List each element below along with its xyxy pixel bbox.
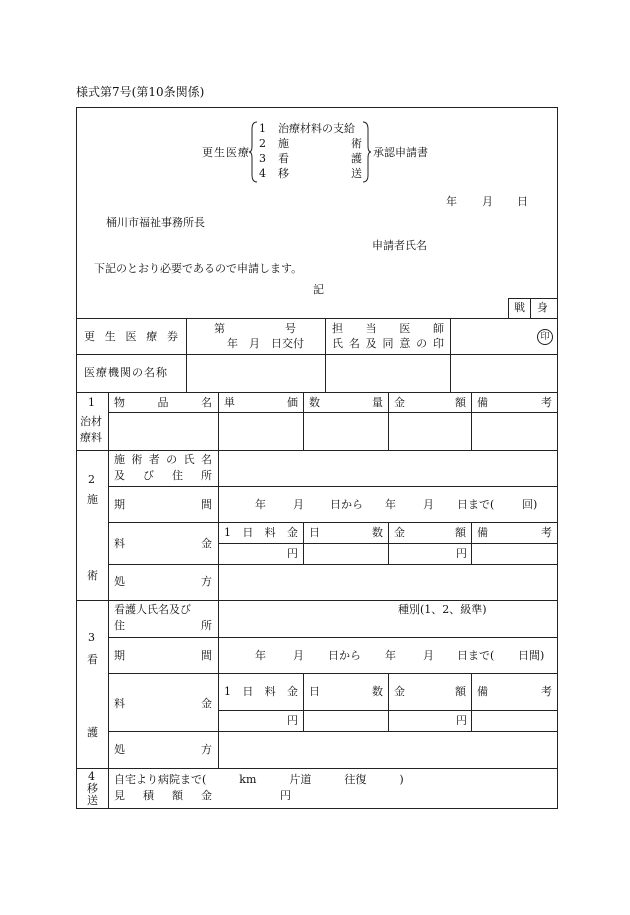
practitioner-address-label: 及 び 住 所 [114,469,212,482]
option-num: 3 [259,152,266,165]
ticket-dai: 第 [214,322,225,335]
ticket-issued: 年 月 日交付 [227,337,304,350]
header-suffix: 承認申請書 [373,146,428,159]
doctor-label: 担 当 医 師 [332,322,444,335]
statement: 下記のとおり必要であるので申請します。 [94,262,303,275]
date-month: 月 [482,195,493,208]
divider [108,486,558,487]
divider [108,637,558,638]
section4-char: 移 [87,782,98,795]
ticket-label: 更 生 医 療 券 [84,330,178,343]
period-from: 日から [330,498,363,511]
yen-label: 円 [456,547,467,560]
period-month: 月 [423,649,434,662]
yen-label: 円 [287,547,298,560]
divider [76,354,558,355]
period-year: 年 [255,498,266,511]
col-remarks: 備 考 [477,685,552,698]
section2-char: 術 [87,569,98,582]
nurse-label: 看護人氏名及び [114,603,191,616]
period-year: 年 [255,649,266,662]
section1-name: 治材 [80,415,102,428]
date-day: 日 [517,195,528,208]
col-remarks: 備 考 [477,396,552,409]
senshin-sen: 戦 [514,301,525,314]
period-until: 日まで( [457,649,495,662]
period-year: 年 [385,649,396,662]
ki-mark: 記 [313,283,324,296]
section4-num: 4 [88,770,95,783]
period-year: 年 [385,498,396,511]
option-label: 看 護 [278,152,362,165]
divider [108,412,558,413]
nurse-type: 種別(1、2、級準) [398,603,487,616]
senshin-shin: 身 [537,301,548,314]
prescription-label: 処 方 [114,743,212,756]
addressee: 桶川市福祉事務所長 [106,216,205,229]
transport-route: 自宅より病院まで( km 片道 往復 ) [114,773,404,786]
estimate-yen: 円 [280,789,291,802]
yen-label: 円 [287,714,298,727]
estimate-label: 見 積 額 金 [114,789,212,802]
divider [76,600,558,601]
seal-mark: 印 [537,329,553,345]
practitioner-label: 施 術 者 の 氏 名 [114,453,212,466]
ticket-go: 号 [285,322,296,335]
divider [108,731,558,732]
period-days: 日間) [518,649,545,662]
section2-char: 施 [87,493,98,506]
col-days: 日 数 [309,685,383,698]
section1-name: 療料 [80,431,102,444]
col-amount: 金 額 [394,685,466,698]
section2-num: 2 [88,473,95,486]
divider [76,318,558,319]
divider [108,522,558,523]
option-label: 治療材料の支給 [278,122,355,135]
section1-num: 1 [88,396,95,409]
section4-char: 送 [87,794,98,807]
divider [108,564,558,565]
doctor-consent-label: 氏 名 及 同 意 の 印 [332,337,444,350]
period-count: 回) [522,498,538,511]
col-amount: 金 額 [394,396,466,409]
right-brace-icon [362,121,372,183]
col-days: 日 数 [309,526,383,539]
option-num: 1 [259,122,266,135]
divider [76,768,558,769]
divider [108,673,558,674]
period-month: 月 [293,498,304,511]
header-prefix: 更生医療 [202,146,250,159]
divider [508,298,558,299]
period-until: 日まで( [457,498,495,511]
prescription-label: 処 方 [114,575,212,588]
col-amount: 金 額 [394,526,466,539]
col-unit-price: 単 価 [224,396,298,409]
applicant-label: 申請者氏名 [372,239,427,252]
col-remarks: 備 考 [477,526,552,539]
section3-char: 看 [87,653,98,666]
col-quantity: 数 量 [309,396,383,409]
period-month: 月 [293,649,304,662]
date-year: 年 [446,195,457,208]
section3-num: 3 [88,631,95,644]
facility-label: 医療機関の名称 [84,366,168,379]
option-label: 施 術 [278,137,362,150]
nurse-address-label: 住 所 [114,619,212,632]
yen-label: 円 [456,714,467,727]
divider [76,450,558,451]
fee-label: 料 金 [114,537,212,550]
period-label: 期 間 [114,649,212,662]
option-label: 移 送 [278,167,362,180]
col-daily-fee: 1 日 料 金 [224,685,298,698]
form-number: 様式第7号(第10条関係) [76,85,205,99]
fee-label: 料 金 [114,697,212,710]
option-num: 2 [259,137,266,150]
period-from: 日から [328,649,361,662]
divider [76,392,558,393]
col-daily-fee: 1 日 料 金 [224,526,298,539]
left-brace-icon [248,121,258,183]
option-num: 4 [259,167,266,180]
col-item-name: 物 品 名 [114,396,212,409]
period-month: 月 [423,498,434,511]
period-label: 期 間 [114,498,212,511]
section3-char: 護 [87,726,98,739]
